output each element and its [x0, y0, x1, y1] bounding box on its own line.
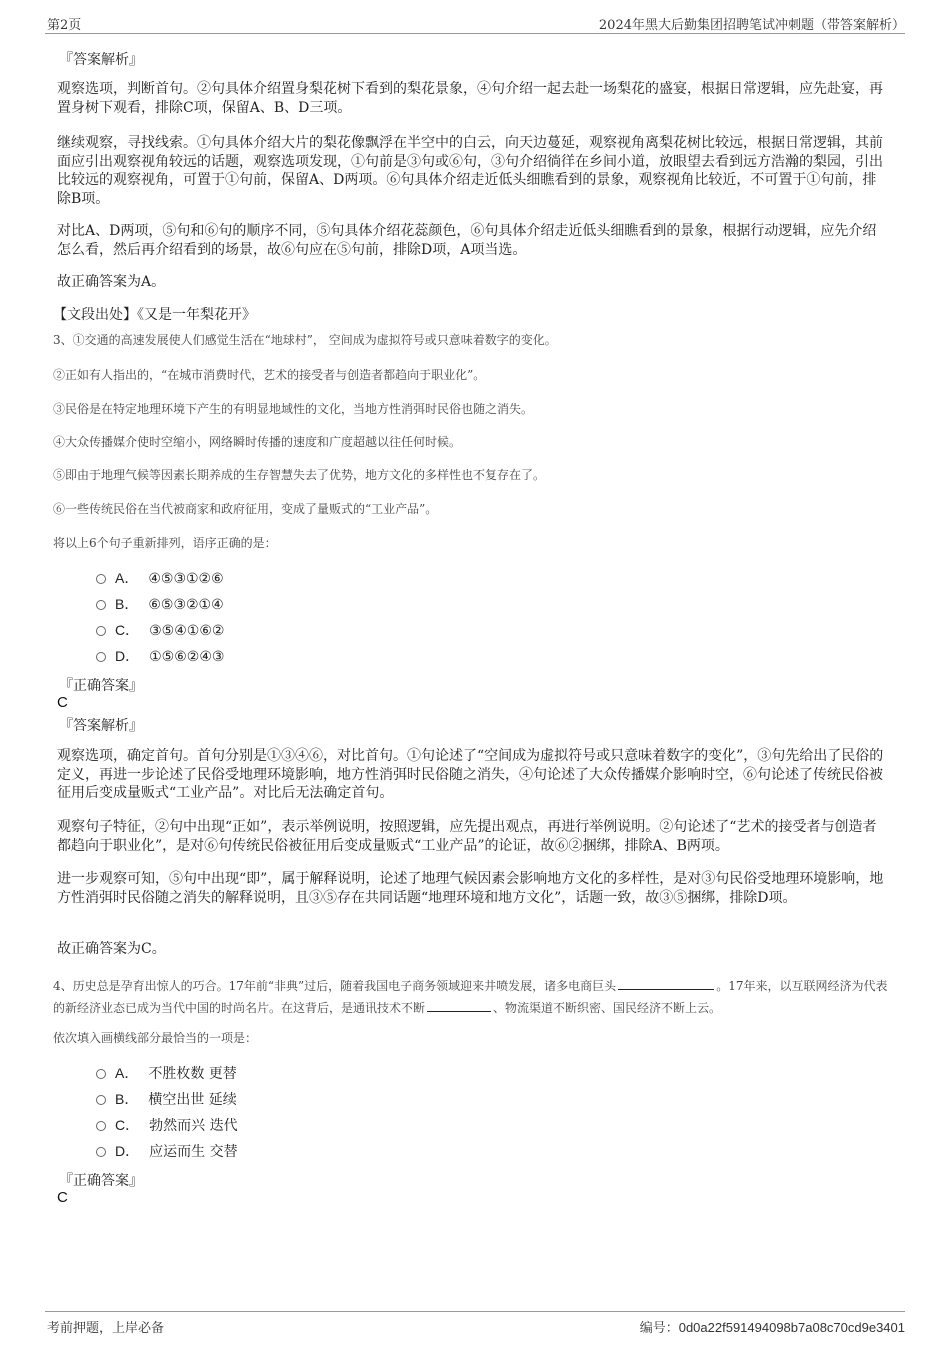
- q4-option-a[interactable]: [96, 1064, 237, 1082]
- document-title: 2024年黑大后勤集团招聘笔试冲刺题（带答案解析）: [598, 18, 905, 33]
- radio-icon[interactable]: [96, 652, 106, 662]
- option-letter: D．: [115, 648, 140, 664]
- q3-sentence-2: ②正如有人指出的，“在城市消费时代，艺术的接受者与创造者都趋向于职业化”。: [53, 368, 486, 382]
- radio-icon[interactable]: [96, 574, 106, 584]
- q3-analysis-label: 『答案解析』: [59, 718, 143, 734]
- option-text: ④⑤③①②⑥: [148, 571, 224, 587]
- q4-stem-part-2: 。17年来，以互联网经济为代表的新经济业态已成为当代中国的时尚名片。在这背后，是通讯技术不断: [53, 979, 888, 1015]
- q4-prompt: 依次填入画横线部分最恰当的一项是：: [53, 1031, 258, 1045]
- q4-stem: [53, 975, 893, 1019]
- footer-code: [640, 1317, 905, 1336]
- q4-blank-1[interactable]: [618, 977, 714, 990]
- radio-icon[interactable]: [96, 1095, 106, 1105]
- radio-icon[interactable]: [96, 626, 106, 636]
- option-letter: C．: [115, 1117, 140, 1133]
- q3-analysis-para-3: 进一步观察可知，⑤句中出现“即”，属于解释说明，论述了地理气候因素会影响地方文化的多样性，是对③句民俗受地理环境影响，地方性消弭时民俗随之消失的解释说明，且③⑤存在共同话题“地理环境和地方文化”，话题一致，故③⑤捆绑，排除D项。: [57, 871, 884, 906]
- q2-conclusion: 故正确答案为A。: [57, 274, 166, 290]
- q3-conclusion: 故正确答案为C。: [57, 941, 166, 957]
- option-text: 勃然而兴 迭代: [149, 1118, 238, 1134]
- footer-code-value: 0d0a22f591494098b7a08c70cd9e3401: [678, 1320, 905, 1335]
- radio-icon[interactable]: [96, 1147, 106, 1157]
- option-letter: B．: [115, 1091, 139, 1107]
- q3-sentence-6: ⑥一些传统民俗在当代被商家和政府征用，变成了量贩式的“工业产品”。: [53, 502, 438, 516]
- option-text: ③⑤④①⑥②: [149, 623, 225, 639]
- option-letter: A．: [115, 570, 139, 586]
- page-number: 第2页: [47, 18, 82, 33]
- q2-analysis-label: 『答案解析』: [59, 52, 143, 68]
- q3-answer-label: 『正确答案』: [59, 678, 143, 694]
- option-text: ①⑤⑥②④③: [149, 649, 225, 665]
- footer-slogan: 考前押题，上岸必备: [47, 1321, 165, 1336]
- q3-prompt: 将以上6个句子重新排列，语序正确的是：: [53, 536, 277, 550]
- option-text: 应运而生 交替: [149, 1144, 238, 1160]
- q2-source-title: 《又是一年梨花开》: [137, 307, 256, 323]
- q3-option-d[interactable]: [96, 647, 224, 665]
- q2-analysis-para-3: 对比A、D两项，⑤句和⑥句的顺序不同，⑤句具体介绍花蕊颜色，⑥句具体介绍走近低头细瞧看到的景象，根据行动逻辑，应先介绍怎么看，然后再介绍看到的场景，故⑥句应在⑤句前，排除D项，A项当选。: [57, 223, 877, 258]
- q3-analysis-para-1: 观察选项，确定首句。首句分别是①③④⑥，对比首句。①句论述了“空间成为虚拟符号或只意味着数字的变化”，③句先给出了民俗的定义，再进一步论述了民俗受地理环境影响，地方性消弭时民俗随之消失，④句论述了大众传播媒介影响时空，⑥句论述了传统民俗被征用后变成量贩式“工业产品”。对比后无法确定首句。: [57, 748, 884, 801]
- option-letter: C．: [115, 622, 140, 638]
- option-letter: A．: [115, 1065, 139, 1081]
- option-text: ⑥⑤③②①④: [148, 597, 224, 613]
- q4-stem-part-3: 、物流渠道不断织密、国民经济不断上云。: [493, 1001, 722, 1015]
- radio-icon[interactable]: [96, 600, 106, 610]
- q4-answer-label: 『正确答案』: [59, 1173, 143, 1189]
- q3-option-b[interactable]: [96, 595, 224, 613]
- q3-option-c[interactable]: [96, 621, 224, 639]
- q3-analysis-para-2: 观察句子特征，②句中出现“正如”，表示举例说明，按照逻辑，应先提出观点，再进行举例说明。②句论述了“艺术的接受者与创造者都趋向于职业化”，是对⑥句传统民俗被征用后变成量贩式“工业产品”的论证，故⑥②捆绑，排除A、B两项。: [57, 819, 877, 854]
- q4-option-c[interactable]: [96, 1116, 238, 1134]
- footer-code-label: 编号：: [639, 1321, 679, 1336]
- q4-option-d[interactable]: [96, 1142, 238, 1160]
- q4-option-b[interactable]: [96, 1090, 237, 1108]
- option-letter: D．: [115, 1143, 140, 1159]
- q4-blank-2[interactable]: [427, 999, 491, 1012]
- q2-source: [53, 306, 883, 325]
- option-letter: B．: [115, 596, 139, 612]
- page-footer: [0, 1305, 950, 1345]
- q3-sentence-4: ④大众传播媒介使时空缩小，网络瞬时传播的速度和广度超越以往任何时候。: [53, 435, 462, 449]
- q4-answer: C: [57, 1189, 68, 1206]
- q3-option-a[interactable]: [96, 569, 224, 587]
- q3-sentence-3: ③民俗是在特定地理环境下产生的有明显地域性的文化，当地方性消弭时民俗也随之消失。: [53, 402, 534, 416]
- q2-analysis-para-1: 观察选项，判断首句。②句具体介绍置身梨花树下看到的梨花景象，④句介绍一起去赴一场梨花的盛宴，根据日常逻辑，应先赴宴，再置身树下观看，排除C项，保留A、B、D三项。: [57, 81, 883, 116]
- q3-sentence-1: 3、①交通的高速发展使人们感觉生活在“地球村”， 空间成为虚拟符号或只意味着数字的变化。: [53, 333, 557, 347]
- q3-answer: C: [57, 694, 68, 711]
- page-header: [0, 0, 950, 34]
- q2-analysis-para-2: 继续观察，寻找线索。①句具体介绍大片的梨花像飘浮在半空中的白云，向天边蔓延，观察视角离梨花树比较远，根据日常逻辑，其前面应引出观察视角较远的话题，观察选项发现，①句前是③句或⑥句，③句介绍徜徉在乡间小道，放眼望去看到远方浩瀚的梨园，引出比较远的观察视角，可置于①句前，保留A、D两项。⑥句具体介绍走近低头细瞧看到的景象，观察视角比较近，不可置于①句前，排除B项。: [57, 135, 883, 207]
- q3-sentence-5: ⑤即由于地理气候等因素长期养成的生存智慧失去了优势，地方文化的多样性也不复存在了。: [53, 468, 546, 482]
- q2-source-label: 【文段出处】: [53, 307, 137, 323]
- header-divider: [45, 33, 905, 34]
- radio-icon[interactable]: [96, 1121, 106, 1131]
- option-text: 横空出世 延续: [148, 1092, 237, 1108]
- option-text: 不胜枚数 更替: [148, 1066, 237, 1082]
- q4-stem-part-1: 4、历史总是孕育出惊人的巧合。17年前“非典”过后，随着我国电子商务领域迎来井喷发展，诸多电商巨头: [53, 979, 617, 993]
- footer-divider: [45, 1311, 905, 1312]
- radio-icon[interactable]: [96, 1069, 106, 1079]
